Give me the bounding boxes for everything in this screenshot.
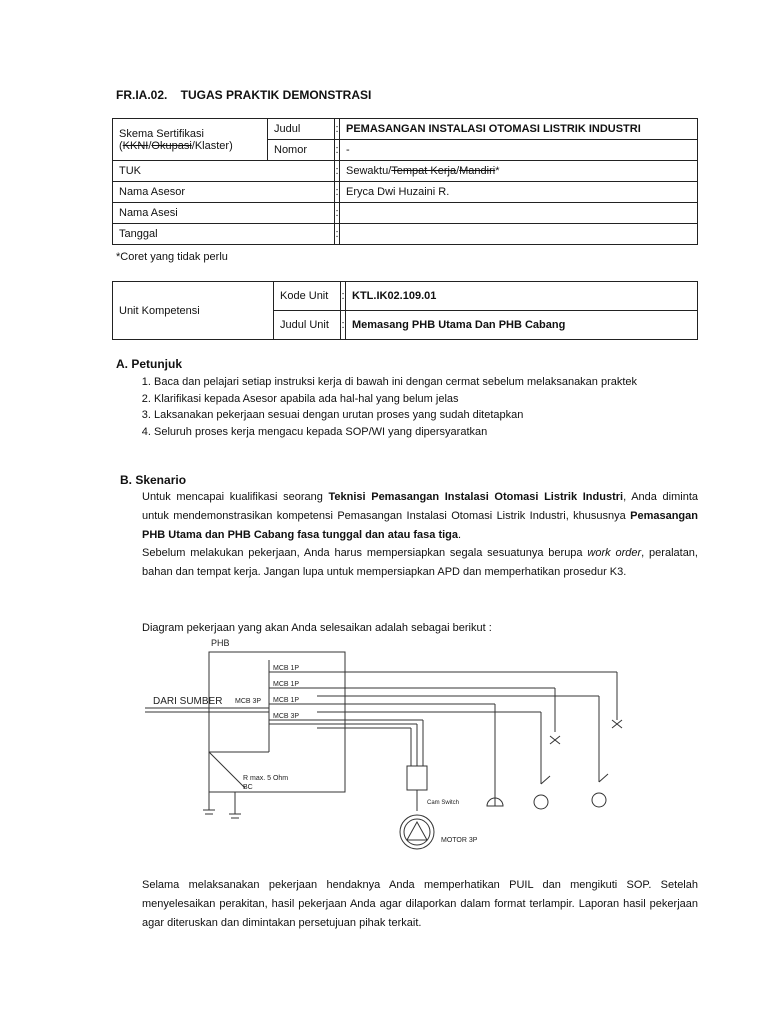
colon: :: [335, 140, 340, 161]
list-item: 2. Klarifikasi kepada Asesor apabila ada hal-hal yang belum jelas: [154, 391, 712, 408]
phb-panel-box: [209, 652, 345, 792]
mcb-label: MCB 1P: [273, 681, 300, 688]
colon: :: [341, 311, 346, 340]
unit-label: Unit Kompetensi: [113, 282, 274, 340]
asesi-label: Nama Asesi: [113, 203, 335, 224]
tuk-value: Sewaktu/Tempat Kerja/Mandiri*: [340, 161, 698, 182]
colon: :: [335, 203, 340, 224]
colon: :: [335, 224, 340, 245]
section-a-heading: A. Petunjuk: [116, 357, 183, 371]
asesor-label: Nama Asesor: [113, 182, 335, 203]
document-title: FR.IA.02. TUGAS PRAKTIK DEMONSTRASI: [116, 88, 372, 102]
scenario-paragraph-2: Sebelum melakukan pekerjaan, Anda harus mempersiapkan segala sesuatunya berupa work order, peralatan, bahan dan tempat kerja. Jangan lupa untuk mempersiapkan APD dan memperhatikan prosedur K3.: [142, 547, 698, 578]
judul-unit-value: Memasang PHB Utama Dan PHB Cabang: [346, 311, 698, 340]
unit-table: [112, 281, 698, 340]
colon: :: [335, 182, 340, 203]
tanggal-label: Tanggal: [113, 224, 335, 245]
cam-switch-box: [407, 766, 427, 790]
bc-label: BC: [243, 784, 253, 791]
list-item: 3. Laksanakan pekerjaan sesuai dengan urutan proses yang sudah ditetapkan: [154, 407, 712, 424]
skema-label: Skema Sertifikasi (KKNI/Okupasi/Klaster): [113, 119, 268, 161]
colon: :: [335, 161, 340, 182]
scenario-paragraph-1: Untuk mencapai kualifikasi seorang Teknisi Pemasangan Instalasi Otomasi Listrik Industri, Anda diminta untuk mendemonstrasikan kompetensi Pemasangan Instalasi Otomasi Listrik Industri, khususnya Pemasangan PHB Utama dan PHB Cabang fasa tunggal dan atau fasa tiga.: [142, 491, 699, 541]
asesi-value: [340, 203, 698, 224]
judul-label: Judul: [268, 119, 335, 140]
r-max-label: R max. 5 Ohm: [243, 775, 289, 782]
colon: :: [341, 282, 346, 311]
colon: :: [335, 119, 340, 140]
nomor-label: Nomor: [268, 140, 335, 161]
tanggal-value: [340, 224, 698, 245]
cam-switch-label: Cam Switch: [427, 800, 460, 806]
mcb-label: MCB 1P: [273, 697, 300, 704]
judul-value: PEMASANGAN INSTALASI OTOMASI LISTRIK INDUSTRI: [340, 119, 698, 140]
assessment-info-table: [112, 118, 698, 245]
kode-label: Kode Unit: [274, 282, 341, 311]
asesor-value: Eryca Dwi Huzaini R.: [340, 182, 698, 203]
kode-value: KTL.IK02.109.01: [346, 282, 698, 311]
mcb-label: MCB 3P: [273, 713, 300, 720]
nomor-value: -: [340, 140, 698, 161]
source-label: DARI SUMBER: [153, 696, 223, 707]
closing-paragraph: Selama melaksanakan pekerjaan hendaknya Anda memperhatikan PUIL dan mengikuti SOP. Setelah menyelesaikan perakitan, hasil pekerjaan Anda agar dilaporkan dalam format terlampir. Laporan hasil pekerjaan agar diteruskan dan dimintakan persetujuan pihak terkait.: [142, 879, 698, 929]
motor-label: MOTOR 3P: [441, 837, 478, 844]
tuk-label: TUK: [113, 161, 335, 182]
wiring-diagram: [145, 636, 645, 868]
mcb-main-label: MCB 3P: [235, 698, 262, 705]
judul-unit-label: Judul Unit: [274, 311, 341, 340]
diagram-intro: Diagram pekerjaan yang akan Anda selesaikan adalah sebagai berikut :: [142, 622, 492, 634]
instruction-list: [140, 374, 712, 440]
section-b-heading: B. Skenario: [120, 473, 187, 487]
footnote: *Coret yang tidak perlu: [116, 251, 228, 263]
phb-label: PHB: [211, 638, 230, 648]
mcb-label: MCB 1P: [273, 665, 300, 672]
list-item: 1. Baca dan pelajari setiap instruksi kerja di bawah ini dengan cermat sebelum melaksanakan praktek: [154, 374, 712, 391]
motor-3p: [400, 815, 434, 849]
list-item: 4. Seluruh proses kerja mengacu kepada SOP/WI yang dipersyaratkan: [154, 424, 712, 441]
